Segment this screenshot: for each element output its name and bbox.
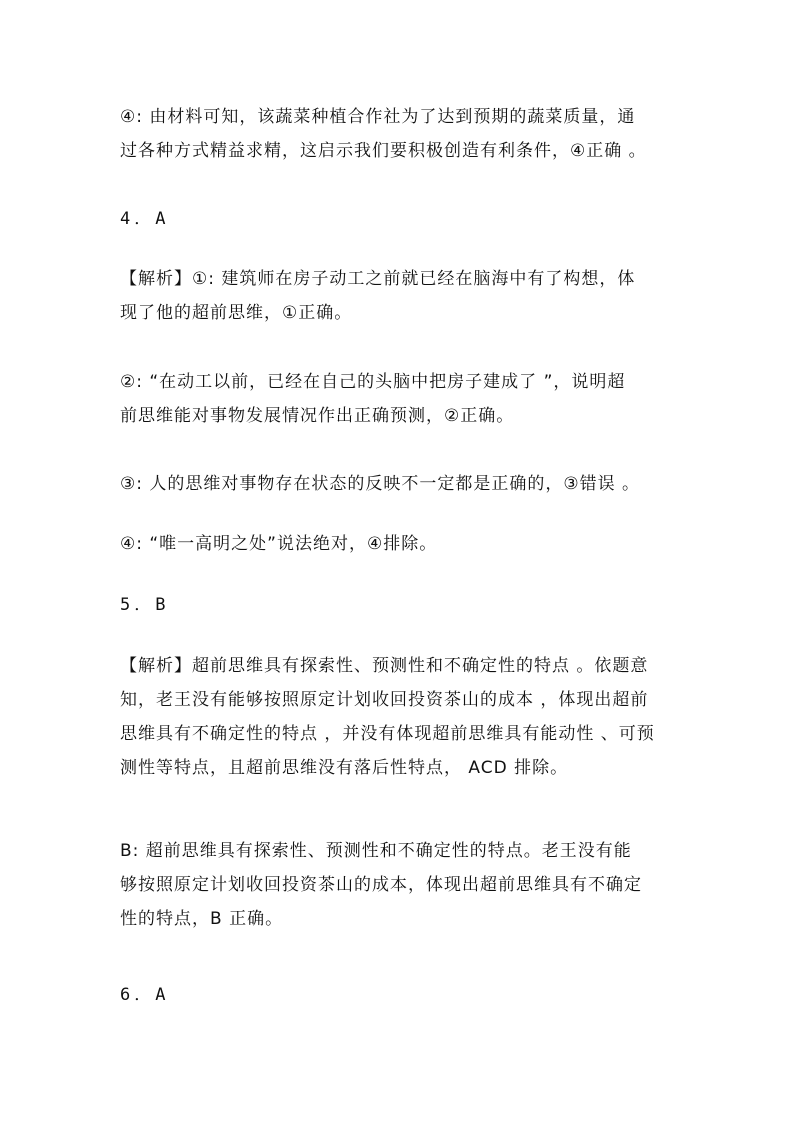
text-line: 性的特点，B 正确。	[120, 909, 284, 929]
text-line: 【解析】超前思维具有探索性、预测性和不确定性的特点 。依题意	[120, 656, 649, 676]
text-line: ③: 人的思维对事物存在状态的反映不一定都是正确的，③错误 。	[120, 474, 641, 494]
answer-label: 5．B	[120, 595, 170, 615]
answer-label: 4．A	[120, 209, 170, 229]
analysis-5-main	[120, 649, 680, 785]
text-line: ④: “唯一高明之处”说法绝对，④排除。	[120, 534, 438, 554]
analysis-4-item1	[120, 262, 680, 330]
paragraph-item4-conclusion	[120, 100, 680, 168]
analysis-4-item3	[120, 467, 680, 501]
analysis-4-item2	[120, 365, 680, 433]
text-line: 过各种方式精益求精，这启示我们要积极创造有利条件，④正确 。	[120, 141, 647, 161]
text-line: 够按照原定计划收回投资茶山的成本，体现出超前思维具有不确定	[120, 875, 642, 895]
text-line: 测性等特点，且超前思维没有落后性特点， ACD 排除。	[120, 758, 569, 778]
text-line: 现了他的超前思维，①正确。	[120, 303, 353, 323]
answer-6	[120, 978, 680, 1012]
analysis-4-item4	[120, 527, 680, 561]
text-line: B: 超前思维具有探索性、预测性和不确定性的特点。老王没有能	[120, 841, 632, 861]
answer-label: 6．A	[120, 985, 170, 1005]
answer-4	[120, 202, 680, 236]
text-line: 知，老王没有能够按照原定计划收回投资茶山的成本 ，体现出超前	[120, 690, 649, 710]
answer-5	[120, 588, 680, 622]
text-line: 前思维能对事物发展情况作出正确预测，②正确。	[120, 406, 515, 426]
text-line: ②: “在动工以前，已经在自己的头脑中把房子建成了 ”，说明超	[120, 372, 626, 392]
text-line: 思维具有不确定性的特点 ，并没有体现超前思维具有能动性 、可预	[120, 724, 655, 744]
text-line: ④: 由材料可知，该蔬菜种植合作社为了达到预期的蔬菜质量，通	[120, 107, 636, 127]
text-line: 【解析】①: 建筑师在房子动工之前就已经在脑海中有了构想，体	[120, 269, 636, 289]
analysis-5-option-b	[120, 834, 680, 936]
